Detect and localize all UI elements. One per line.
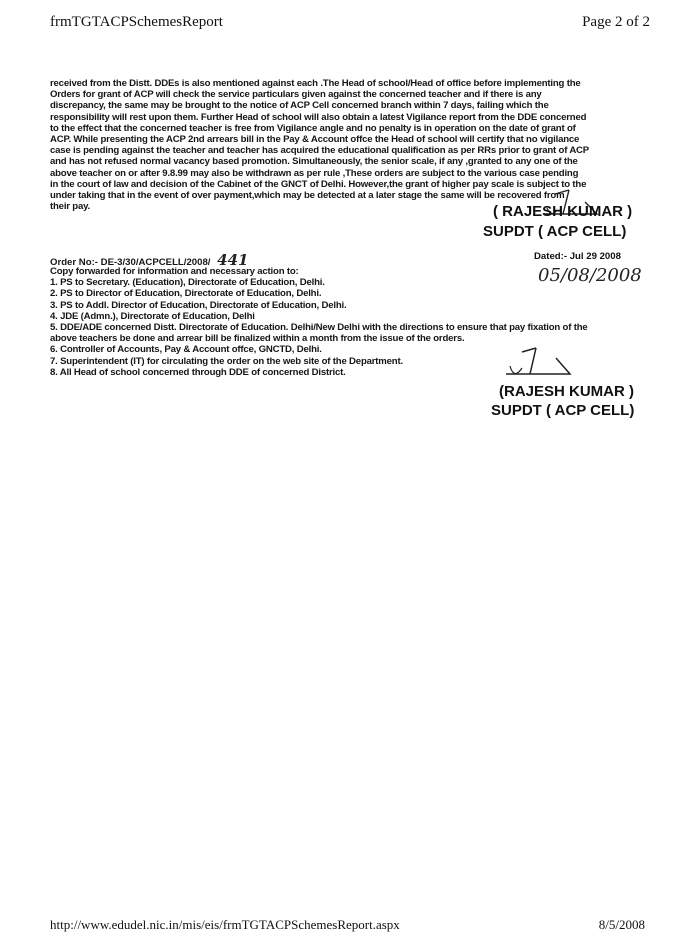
list-item: 7. Superintendent (IT) for circulating the order on the web site of the Department.	[50, 355, 403, 367]
list-item: 4. JDE (Admn.), Directorate of Education, Delhi	[50, 310, 255, 322]
list-item: above teachers be done and arrear bill be finalized within a month from the issue of the orders.	[50, 333, 465, 345]
list-item: 8. All Head of school concerned through DDE of concerned District.	[50, 366, 346, 378]
body-line: received from the Distt. DDEs is also mentioned against each .The Head of school/Head of office before implementing the	[50, 78, 581, 89]
list-item: 1. PS to Secretary. (Education), Directorate of Education, Delhi.	[50, 277, 325, 289]
list-item: Copy forwarded for information and necessary action to:	[50, 266, 299, 277]
body-line: under taking that in the event of over payment,which may be detected at a later stage the same will be recovered from	[50, 190, 565, 202]
body-line: above teacher on or after 9.8.99 may also be withdrawn as per rule ,These orders are subject to the various case pending	[50, 167, 579, 179]
list-item: 6. Controller of Accounts, Pay & Account offce, GNCTD, Delhi.	[50, 344, 322, 356]
signature-1-name: ( RAJESH KUMAR )	[493, 203, 633, 220]
footer-date: 8/5/2008	[598, 917, 645, 932]
footer-url: http://www.edudel.nic.in/mis/eis/frmTGTACPSchemesReport.aspx	[50, 917, 400, 932]
order-handwritten-number: 441	[217, 251, 249, 269]
page-header-title: frmTGTACPSchemesReport	[50, 14, 223, 30]
signature-2-designation: SUPDT ( ACP CELL)	[491, 402, 635, 419]
list-item: 5. DDE/ADE concerned Distt. Directorate of Education. Delhi/New Delhi with the directions to ensure that pay fixation of the	[50, 322, 588, 334]
list-item: 2. PS to Director of Education, Directorate of Education, Delhi.	[50, 288, 322, 300]
signature-1-designation: SUPDT ( ACP CELL)	[483, 223, 627, 240]
body-line: their pay.	[50, 201, 91, 213]
body-line: and has not refused normal vacancy based promotion. Simultaneously, the senior scale, if any ,granted to any one of the	[50, 156, 578, 168]
signature-2-name: (RAJESH KUMAR )	[499, 383, 634, 400]
body-line: responsibility will rest upon them. Further Head of school will also obtain a latest Vigilance report from the DDE concerned	[50, 111, 587, 123]
order-dated: Dated:- Jul 29 2008	[534, 251, 621, 262]
handwritten-date: 05/08/2008	[538, 265, 642, 286]
body-line: case is pending against the teacher and teacher has acquired the educational qualification as per RRs prior to grant of ACP	[50, 145, 589, 157]
page-number: Page 2 of 2	[582, 14, 650, 30]
body-line: Orders for grant of ACP will check the service particulars given against the concerned teacher and if there is any	[50, 89, 542, 101]
list-item: 3. PS to Addl. Director of Education, Directorate of Education, Delhi.	[50, 299, 347, 311]
body-line: ACP. While presenting the ACP 2nd arrears bill in the Pay & Account offce the Head of school will certify that no vigilance	[50, 134, 580, 146]
body-line: in the court of law and decision of the Cabinet of the GNCT of Delhi. However,the grant of higher pay scale is subject to the	[50, 178, 587, 190]
body-line: to the effect that the concerned teacher is free from Vigilance angle and no penalty is in operation on the date of grant of	[50, 122, 576, 134]
body-line: discrepancy, the same may be brought to the notice of ACP Cell concerned branch within 7 days, failing which the	[50, 100, 549, 112]
order-number-text: Order No:- DE-3/30/ACPCELL/2008/	[50, 257, 211, 268]
